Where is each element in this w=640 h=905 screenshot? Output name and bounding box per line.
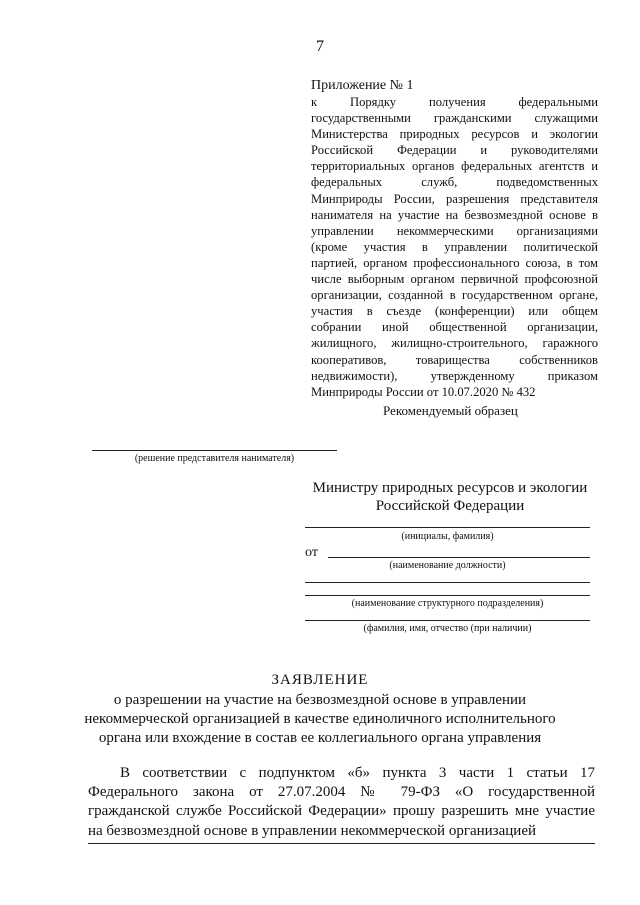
from-label: от <box>305 545 318 560</box>
position-caption: (наименование должности) <box>389 560 506 571</box>
page-number: 7 <box>316 38 324 55</box>
subheading-line: некоммерческой организацией в качестве единоличного исполнительного <box>84 711 556 727</box>
decision-line <box>92 450 337 451</box>
appendix-line: управлении некоммерческими организациями <box>311 223 598 238</box>
appendix-line: Российской Федерации и руководителями <box>311 143 598 158</box>
addressee-line: Министру природных ресурсов и экологии <box>312 480 588 496</box>
appendix-line: территориальных органов федеральных агентств и <box>311 159 598 174</box>
department-line <box>305 595 590 596</box>
department-caption: (наименование структурного подразделения) <box>351 598 544 609</box>
addressee <box>300 479 600 515</box>
body-line: В соответствии с подпунктом «б» пункта 3 части 1 статьи 17 <box>120 765 595 781</box>
appendix-line: партией, органом профессионального союза, в том <box>311 255 598 270</box>
appendix-line: государственными гражданскими служащими <box>311 111 598 126</box>
appendix-body <box>311 94 598 400</box>
statement-heading: ЗАЯВЛЕНИЕ <box>271 672 369 688</box>
position-line-2 <box>305 582 590 583</box>
body-line: гражданской службе Российской Федерации» прошу разрешить мне участие <box>88 803 595 820</box>
full-name-line <box>305 620 590 621</box>
appendix-line: участия в съезде (конференции) или общем <box>311 304 598 319</box>
appendix-line: (кроме участия в управлении политической <box>311 239 598 254</box>
appendix-line: Министерства природных ресурсов и экологии <box>311 127 598 142</box>
appendix-title: Приложение № 1 <box>311 78 414 93</box>
statement-subheading <box>60 691 580 748</box>
appendix-line: нанимателя на участие на безвозмездной основе в <box>311 207 598 222</box>
appendix-line: к Порядку получения федеральными <box>311 95 598 109</box>
initials-caption: (инициалы, фамилия) <box>401 531 494 542</box>
decision-caption: (решение представителя нанимателя) <box>134 453 295 464</box>
appendix-line: федеральных служб, подведомственных <box>311 175 598 190</box>
appendix-line: собрании иной общественной организации, <box>311 320 598 335</box>
body-line: Федерального закона от 27.07.2004 № 79-ФЗ «О государственной <box>88 784 595 801</box>
appendix-line: Минприроды России, разрешения представителя <box>311 191 598 206</box>
body-line: на безвозмездной основе в управлении некоммерческой организацией <box>88 822 537 839</box>
appendix-line: кооперативов, товарищества собственников <box>311 352 598 367</box>
sample-label: Рекомендуемый образец <box>383 403 518 418</box>
subheading-line: органа или вхождение в состав ее коллегиального органа управления <box>98 730 542 746</box>
position-line <box>328 557 590 558</box>
appendix-line: числе выборным органом первичной профсоюзной <box>311 272 598 287</box>
organization-line <box>88 843 595 844</box>
statement-body <box>88 764 595 841</box>
appendix-line: Минприроды России от 10.07.2020 № 432 <box>311 384 536 399</box>
initials-line <box>305 527 590 528</box>
appendix-line: жилищного, жилищно-строительного, гаражного <box>311 336 598 351</box>
full-name-caption: (фамилия, имя, отчество (при наличии) <box>363 623 532 634</box>
subheading-line: о разрешении на участие на безвозмездной основе в управлении <box>113 692 527 708</box>
addressee-line: Российской Федерации <box>375 498 525 514</box>
appendix-line: недвижимости), утвержденному приказом <box>311 368 598 383</box>
appendix-line: организации, созданной в государственном органе, <box>311 288 598 303</box>
